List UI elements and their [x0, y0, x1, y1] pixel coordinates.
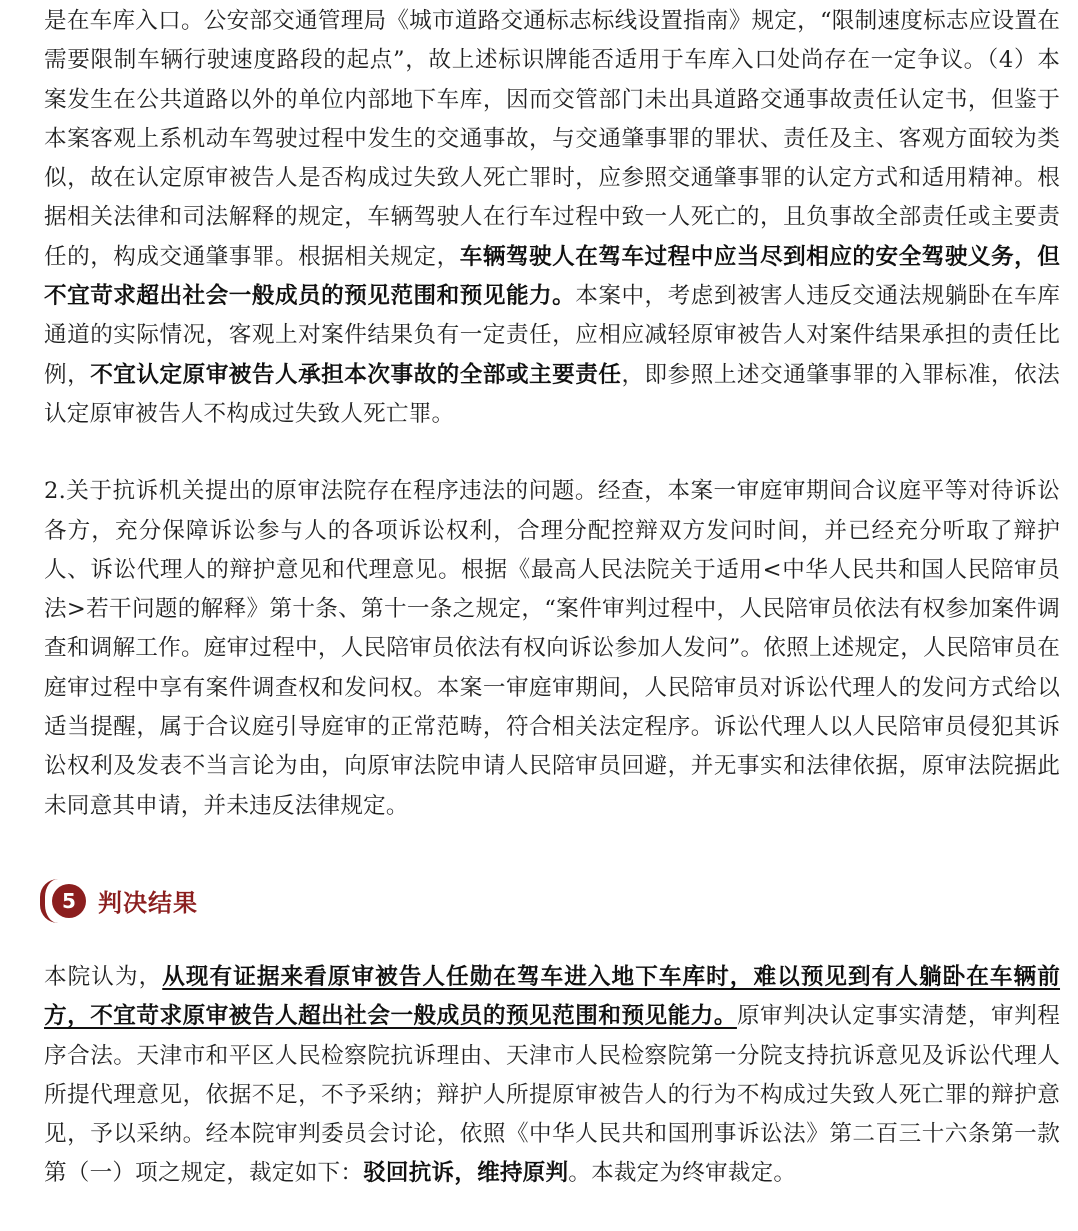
paragraph-procedure-issue: 2.关于抗诉机关提出的原审法院存在程序违法的问题。经查，本案一审庭审期间合议庭平等对待诉讼各方，充分保障诉讼参与人的各项诉讼权利，合理分配控辩双方发问时间，并已经充分听取了辩护人、诉讼代理人的辩护意见和代理意见。根据《最高人民法院关于适用<中华人民共和国人民陪审员法>若干问题的解释》第十条、第十一条之规定，“案件审判过程中，人民陪审员依法有权参加案件调查和调解工作。庭审过程中，人民陪审员依法有权向诉讼参加人发问”。依照上述规定，人民陪审员在庭审过程中享有案件调查权和发问权。本案一审庭审期间，人民陪审员对诉讼代理人的发问方式给以适当提醒，属于合议庭引导庭审的正常范畴，符合相关法定程序。诉讼代理人以人民陪审员侵犯其诉讼权利及发表不当言论为由，向原审法院申请人民陪审员回避，并无事实和法律依据，原审法院据此未同意其申请，并未违反法律规定。 [44, 478, 1060, 819]
section-number-badge: 5 [52, 884, 86, 918]
paragraph-judgment [44, 958, 1060, 1194]
text-run: 原审判决认定事实清楚，审判程序合法。天津市和平区人民检察院抗诉理由、天津市人民检察院第一分院支持抗诉意见及诉讼代理人所提代理意见，依据不足，不予采纳；辩护人所提原审被告人的行为不构成过失致人死亡罪的辩护意见，予以采纳。经本院审判委员会讨论，依照《中华人民共和国刑事诉讼法》第二百三十六条第一款第（一）项之规定，裁定如下： [44, 1003, 1060, 1187]
paragraph-reasoning-liability [44, 2, 1060, 434]
section-title: 判决结果 [98, 889, 198, 918]
text-run: 。本裁定为终审裁定。 [568, 1160, 797, 1187]
text-run: ，即参照上述交通肇事罪的入罪标准，依法认定原审被告人不构成过失致人死亡罪。 [44, 361, 1060, 427]
emphasis-run: 驳回抗诉，维持原判 [363, 1160, 569, 1187]
spacer [44, 928, 1060, 958]
emphasis-run: 不宜认定原审被告人承担本次事故的全部或主要责任 [90, 361, 622, 388]
emphasis-run: 车辆驾驶人在驾车过程中应当尽到相应的安全驾驶义务，但不宜苛求超出社会一般成员的预见范围和预见能力。 [44, 243, 1060, 310]
spacer [44, 434, 1060, 472]
text-run: 是在车库入口。公安部交通管理局《城市道路交通标志标线设置指南》规定，“限制速度标志应设置在需要限制车辆行驶速度路段的起点”，故上述标识牌能否适用于车库入口处尚存在一定争议。（4）本案发生在公共道路以外的单位内部地下车库，因而交管部门未出具道路交通事故责任认定书，但鉴于本案客观上系机动车驾驶过程中发生的交通事故，与交通肇事罪的罪状、责任及主、客观方面较为类似，故在认定原审被告人是否构成过失致人死亡罪时，应参照交通肇事罪的认定方式和适用精神。根据相关法律和司法解释的规定，车辆驾驶人在行车过程中致一人死亡的，且负事故全部责任或主要责任的，构成交通肇事罪。根据相关规定， [44, 8, 1060, 270]
spacer [44, 826, 1060, 874]
text-run: 本案中，考虑到被害人违反交通法规躺卧在车库通道的实际情况，客观上对案件结果负有一定责任，应相应减轻原审被告人对案件结果承担的责任比例， [44, 283, 1060, 388]
section-header [40, 874, 1060, 928]
text-run: 本院认为， [44, 963, 163, 990]
underlined-emphasis-run: 从现有证据来看原审被告人任勋在驾车进入地下车库时，难以预见到有人躺卧在车辆前方，不宜苛求原审被告人超出社会一般成员的预见范围和预见能力。 [44, 963, 1061, 1030]
document-page [44, 2, 1060, 1194]
